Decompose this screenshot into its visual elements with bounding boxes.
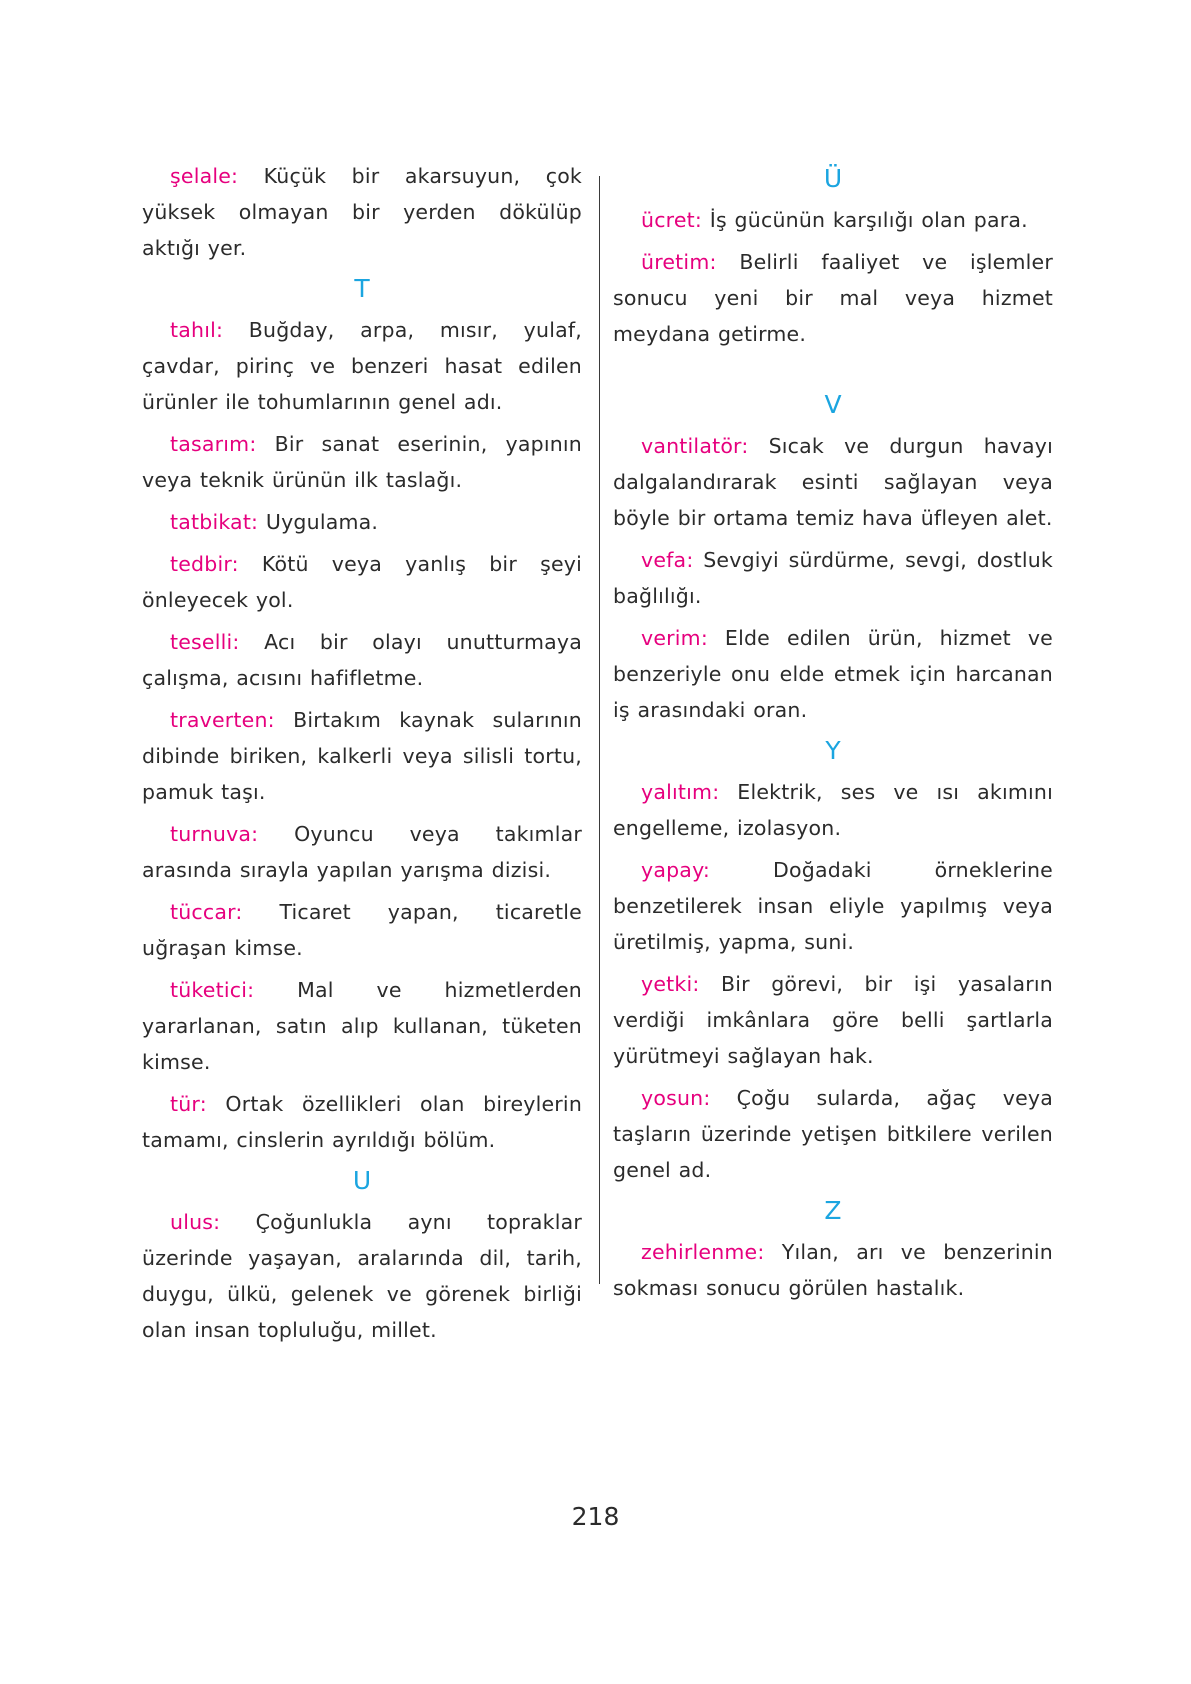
glossary-entry bbox=[142, 894, 582, 966]
entry-definition: Ortak özellikleri olan bireylerin tamamı, cinslerin ayrıldığı bölüm. bbox=[142, 1092, 583, 1152]
entry-definition: Çoğunlukla aynı topraklar üzerinde yaşayan, aralarında dil, tarih, duygu, ülkü, gelenek ve görenek birliği olan insan topluluğu, millet. bbox=[142, 1210, 582, 1342]
entry-term: turnuva: bbox=[170, 822, 259, 846]
entry-term: vefa: bbox=[641, 548, 694, 572]
glossary-entry bbox=[613, 774, 1053, 846]
entry-term: yetki: bbox=[641, 972, 700, 996]
entry-definition: Bir görevi, bir işi yasaların verdiği imkânlara göre belli şartlarla yürütmeyi sağlayan hak. bbox=[613, 972, 1053, 1068]
entry-term: tatbikat: bbox=[170, 510, 259, 534]
glossary-entry bbox=[142, 972, 582, 1080]
entry-definition: Belirli faaliyet ve işlemler sonucu yeni bir mal veya hizmet meydana getirme. bbox=[613, 250, 1053, 346]
entry-definition: Bir sanat eserinin, yapının veya teknik ürünün ilk taslağı. bbox=[142, 432, 583, 492]
entry-definition: Elektrik, ses ve ısı akımını engelleme, izolasyon. bbox=[613, 780, 1054, 840]
glossary-entry bbox=[613, 202, 1053, 238]
entry-definition: Küçük bir akarsuyun, çok yüksek olmayan bir yerden dökülüp aktığı yer. bbox=[142, 164, 583, 260]
glossary-entry bbox=[142, 426, 582, 498]
entry-term: yapay: bbox=[641, 858, 711, 882]
entry-definition: Çoğu sularda, ağaç veya taşların üzerinde yetişen bitkilere verilen genel ad. bbox=[613, 1086, 1053, 1182]
entry-term: ücret: bbox=[641, 208, 702, 232]
glossary-entry bbox=[142, 816, 582, 888]
entry-term: tahıl: bbox=[170, 318, 224, 342]
glossary-entry bbox=[613, 542, 1053, 614]
entry-definition: Uygulama. bbox=[265, 510, 379, 534]
entry-definition: Yılan, arı ve benzerinin sokması sonucu görülen hastalık. bbox=[613, 1240, 1054, 1300]
page-number: 218 bbox=[571, 1502, 620, 1531]
entry-term: vantilatör: bbox=[641, 434, 749, 458]
entry-term: tür: bbox=[170, 1092, 207, 1116]
left-column bbox=[142, 158, 582, 1354]
entry-definition: Mal ve hizmetlerden yararlanan, satın alıp kullanan, tüketen kimse. bbox=[142, 978, 583, 1074]
glossary-entry bbox=[613, 1234, 1053, 1306]
column-divider bbox=[599, 176, 600, 1284]
section-spacer bbox=[613, 358, 1053, 384]
glossary-entry bbox=[142, 702, 582, 810]
entry-term: teselli: bbox=[170, 630, 240, 654]
glossary-entry bbox=[142, 1086, 582, 1158]
glossary-entry bbox=[613, 428, 1053, 536]
glossary-entry bbox=[613, 244, 1053, 352]
entry-term: ulus: bbox=[170, 1210, 221, 1234]
section-letter-z: Z bbox=[824, 1196, 842, 1225]
glossary-entry bbox=[142, 1204, 582, 1348]
glossary-entry bbox=[142, 624, 582, 696]
entry-definition: Ticaret yapan, ticaretle uğraşan kimse. bbox=[142, 900, 582, 960]
glossary-entry bbox=[142, 312, 582, 420]
entry-definition: Birtakım kaynak sularının dibinde biriken, kalkerli veya silisli tortu, pamuk taşı. bbox=[142, 708, 582, 804]
entry-term: traverten: bbox=[170, 708, 275, 732]
section-letter-t: T bbox=[354, 274, 370, 303]
glossary-entry bbox=[142, 546, 582, 618]
entry-term: tasarım: bbox=[170, 432, 257, 456]
entry-term: tüccar: bbox=[170, 900, 243, 924]
entry-definition: Sıcak ve durgun havayı dalgalandırarak esinti sağlayan veya böyle bir ortama temiz hava üfleyen alet. bbox=[613, 434, 1054, 530]
entry-definition: İş gücünün karşılığı olan para. bbox=[709, 208, 1028, 232]
glossary-entry bbox=[142, 504, 582, 540]
glossary-entry bbox=[613, 620, 1053, 728]
entry-definition: Oyuncu veya takımlar arasında sırayla yapılan yarışma dizisi. bbox=[142, 822, 583, 882]
glossary-entry bbox=[613, 966, 1053, 1074]
glossary-entry bbox=[142, 158, 582, 266]
entry-term: tedbir: bbox=[170, 552, 239, 576]
right-column bbox=[613, 158, 1053, 1312]
section-letter-ü: Ü bbox=[823, 164, 843, 193]
entry-definition: Acı bir olayı unutturmaya çalışma, acısını hafifletme. bbox=[142, 630, 582, 690]
entry-definition: Elde edilen ürün, hizmet ve benzeriyle onu elde etmek için harcanan iş arasındaki oran. bbox=[613, 626, 1053, 722]
section-letter-v: V bbox=[824, 390, 842, 419]
entry-term: tüketici: bbox=[170, 978, 255, 1002]
section-letter-u: U bbox=[352, 1166, 372, 1195]
entry-term: şelale: bbox=[170, 164, 239, 188]
entry-definition: Buğday, arpa, mısır, yulaf, çavdar, pirinç ve benzeri hasat edilen ürünler ile tohumlarının genel adı. bbox=[142, 318, 582, 414]
entry-definition: Kötü veya yanlış bir şeyi önleyecek yol. bbox=[142, 552, 583, 612]
entry-term: üretim: bbox=[641, 250, 717, 274]
entry-term: zehirlenme: bbox=[641, 1240, 765, 1264]
entry-definition: Sevgiyi sürdürme, sevgi, dostluk bağlılığı. bbox=[613, 548, 1054, 608]
entry-term: yalıtım: bbox=[641, 780, 720, 804]
section-letter-y: Y bbox=[825, 736, 841, 765]
entry-term: verim: bbox=[641, 626, 708, 650]
entry-definition: Doğadaki örneklerine benzetilerek insan eliyle yapılmış veya üretilmiş, yapma, suni. bbox=[613, 858, 1053, 954]
entry-term: yosun: bbox=[641, 1086, 711, 1110]
glossary-entry bbox=[613, 1080, 1053, 1188]
glossary-entry bbox=[613, 852, 1053, 960]
